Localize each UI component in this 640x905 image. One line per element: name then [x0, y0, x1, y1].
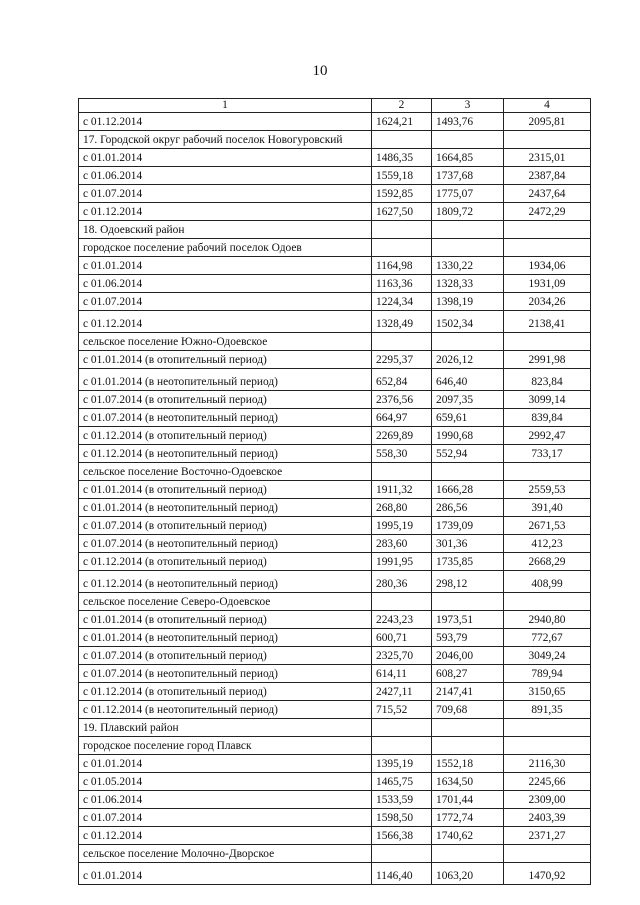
value-col-2: 1624,21 [372, 113, 432, 131]
table-row [79, 517, 591, 535]
value-col-3: 1502,34 [432, 311, 504, 333]
value-col-2: 1592,85 [372, 185, 432, 203]
value-col-2: 1627,50 [372, 203, 432, 221]
value-col-3: 1973,51 [432, 611, 504, 629]
row-label: с 01.07.2014 (в отопительный период) [79, 517, 372, 535]
table-row [79, 535, 591, 553]
value-col-4: 2992,47 [504, 427, 591, 445]
row-label: с 01.01.2014 (в отопительный период) [79, 351, 372, 369]
value-col-3: 1775,07 [432, 185, 504, 203]
value-col-3: 1493,76 [432, 113, 504, 131]
value-col-4: 2309,00 [504, 791, 591, 809]
row-label: с 01.06.2014 [79, 275, 372, 293]
value-col-2: 2427,11 [372, 683, 432, 701]
value-col-3 [432, 737, 504, 755]
value-col-4: 2371,27 [504, 827, 591, 845]
value-col-4: 891,35 [504, 701, 591, 719]
value-col-2: 2376,56 [372, 391, 432, 409]
value-col-4: 823,84 [504, 369, 591, 391]
value-col-3: 1701,44 [432, 791, 504, 809]
row-label: с 01.07.2014 (в неотопительный период) [79, 409, 372, 427]
column-header-2: 2 [372, 99, 432, 113]
value-col-3: 1735,85 [432, 553, 504, 571]
table-row [79, 499, 591, 517]
value-col-2: 664,97 [372, 409, 432, 427]
value-col-3 [432, 593, 504, 611]
row-label: с 01.07.2014 [79, 293, 372, 311]
value-col-3: 1666,28 [432, 481, 504, 499]
value-col-2: 1533,59 [372, 791, 432, 809]
table-row [79, 629, 591, 647]
value-col-4 [504, 593, 591, 611]
table-row [79, 683, 591, 701]
table-row [79, 203, 591, 221]
table-row [79, 719, 591, 737]
table-row [79, 571, 591, 593]
row-label: с 01.07.2014 (в неотопительный период) [79, 665, 372, 683]
row-label: с 01.07.2014 [79, 809, 372, 827]
table-row [79, 221, 591, 239]
value-col-2: 283,60 [372, 535, 432, 553]
row-label: с 01.06.2014 [79, 167, 372, 185]
value-col-3: 646,40 [432, 369, 504, 391]
table-row [79, 409, 591, 427]
value-col-2: 652,84 [372, 369, 432, 391]
value-col-3 [432, 221, 504, 239]
row-label: с 01.12.2014 (в неотопительный период) [79, 701, 372, 719]
table-row [79, 791, 591, 809]
value-col-3: 552,94 [432, 445, 504, 463]
table-row [79, 427, 591, 445]
value-col-3: 1330,22 [432, 257, 504, 275]
value-col-2: 1146,40 [372, 863, 432, 885]
column-header-1: 1 [79, 99, 372, 113]
table-row [79, 293, 591, 311]
value-col-4: 839,84 [504, 409, 591, 427]
value-col-3: 659,61 [432, 409, 504, 427]
tariff-table [78, 98, 591, 885]
value-col-4: 2668,29 [504, 553, 591, 571]
row-label: с 01.07.2014 [79, 185, 372, 203]
value-col-3: 593,79 [432, 629, 504, 647]
value-col-4: 2437,64 [504, 185, 591, 203]
value-col-3: 2026,12 [432, 351, 504, 369]
value-col-4: 391,40 [504, 499, 591, 517]
row-label: с 01.12.2014 (в отопительный период) [79, 427, 372, 445]
value-col-2: 614,11 [372, 665, 432, 683]
table-row [79, 845, 591, 863]
value-col-3: 1398,19 [432, 293, 504, 311]
value-col-4: 789,94 [504, 665, 591, 683]
value-col-4: 2034,26 [504, 293, 591, 311]
value-col-3: 709,68 [432, 701, 504, 719]
value-col-2: 1598,50 [372, 809, 432, 827]
row-label: с 01.01.2014 (в неотопительный период) [79, 499, 372, 517]
value-col-2: 1911,32 [372, 481, 432, 499]
table-row [79, 351, 591, 369]
value-col-4: 412,23 [504, 535, 591, 553]
value-col-2: 1465,75 [372, 773, 432, 791]
value-col-3: 301,36 [432, 535, 504, 553]
column-header-4: 4 [504, 99, 591, 113]
table-row [79, 773, 591, 791]
value-col-3: 1737,68 [432, 167, 504, 185]
value-col-2 [372, 239, 432, 257]
value-col-3 [432, 719, 504, 737]
table-header-row [79, 99, 591, 113]
value-col-2 [372, 845, 432, 863]
value-col-4 [504, 239, 591, 257]
table-row [79, 131, 591, 149]
table-row [79, 665, 591, 683]
value-col-3: 2147,41 [432, 683, 504, 701]
value-col-3 [432, 845, 504, 863]
value-col-3: 1990,68 [432, 427, 504, 445]
value-col-3: 1328,33 [432, 275, 504, 293]
row-label: с 01.01.2014 (в отопительный период) [79, 611, 372, 629]
value-col-4 [504, 221, 591, 239]
row-label: с 01.01.2014 (в неотопительный период) [79, 369, 372, 391]
row-label: городское поселение город Плавск [79, 737, 372, 755]
value-col-4 [504, 131, 591, 149]
row-label: сельское поселение Северо-Одоевское [79, 593, 372, 611]
row-label: с 01.12.2014 (в неотопительный период) [79, 571, 372, 593]
value-col-2: 2243,23 [372, 611, 432, 629]
value-col-2 [372, 131, 432, 149]
table-row [79, 755, 591, 773]
value-col-4: 733,17 [504, 445, 591, 463]
value-col-2: 2325,70 [372, 647, 432, 665]
row-label: с 01.12.2014 [79, 827, 372, 845]
row-label: с 01.01.2014 (в неотопительный период) [79, 629, 372, 647]
value-col-4: 2403,39 [504, 809, 591, 827]
value-col-4: 2245,66 [504, 773, 591, 791]
table-row [79, 113, 591, 131]
table-row [79, 647, 591, 665]
value-col-4: 3099,14 [504, 391, 591, 409]
value-col-3: 1634,50 [432, 773, 504, 791]
value-col-3: 286,56 [432, 499, 504, 517]
table-row [79, 185, 591, 203]
table-row [79, 257, 591, 275]
value-col-4: 2138,41 [504, 311, 591, 333]
table-row [79, 737, 591, 755]
value-col-2: 1486,35 [372, 149, 432, 167]
row-label: с 01.12.2014 [79, 203, 372, 221]
row-label: с 01.12.2014 (в неотопительный период) [79, 445, 372, 463]
value-col-2: 1163,36 [372, 275, 432, 293]
row-label: с 01.05.2014 [79, 773, 372, 791]
value-col-2 [372, 221, 432, 239]
table-row [79, 167, 591, 185]
row-label: 19. Плавский район [79, 719, 372, 737]
table-row [79, 553, 591, 571]
row-label: с 01.01.2014 [79, 257, 372, 275]
value-col-2: 1224,34 [372, 293, 432, 311]
table-row [79, 701, 591, 719]
row-label: городское поселение рабочий поселок Одоев [79, 239, 372, 257]
value-col-4: 2559,53 [504, 481, 591, 499]
row-label: с 01.12.2014 [79, 113, 372, 131]
table-row [79, 611, 591, 629]
value-col-4: 3049,24 [504, 647, 591, 665]
row-label: с 01.12.2014 (в отопительный период) [79, 683, 372, 701]
value-col-2: 2269,89 [372, 427, 432, 445]
value-col-4: 3150,65 [504, 683, 591, 701]
value-col-3: 608,27 [432, 665, 504, 683]
table-row [79, 445, 591, 463]
value-col-4: 2671,53 [504, 517, 591, 535]
value-col-4: 2387,84 [504, 167, 591, 185]
row-label: с 01.12.2014 (в отопительный период) [79, 553, 372, 571]
value-col-4: 2991,98 [504, 351, 591, 369]
value-col-2: 558,30 [372, 445, 432, 463]
row-label: с 01.01.2014 [79, 149, 372, 167]
table-row [79, 463, 591, 481]
value-col-4 [504, 463, 591, 481]
row-label: с 01.07.2014 (в неотопительный период) [79, 535, 372, 553]
value-col-2: 268,80 [372, 499, 432, 517]
value-col-2: 1328,49 [372, 311, 432, 333]
row-label: с 01.01.2014 [79, 755, 372, 773]
value-col-3: 298,12 [432, 571, 504, 593]
value-col-3: 1063,20 [432, 863, 504, 885]
value-col-2: 1164,98 [372, 257, 432, 275]
value-col-4: 2095,81 [504, 113, 591, 131]
value-col-2: 715,52 [372, 701, 432, 719]
value-col-4: 2472,29 [504, 203, 591, 221]
value-col-4: 772,67 [504, 629, 591, 647]
value-col-2 [372, 463, 432, 481]
table-row [79, 311, 591, 333]
table-row [79, 391, 591, 409]
value-col-2: 1995,19 [372, 517, 432, 535]
value-col-3: 1740,62 [432, 827, 504, 845]
value-col-2 [372, 593, 432, 611]
value-col-3: 2046,00 [432, 647, 504, 665]
value-col-4: 2940,80 [504, 611, 591, 629]
row-label: 17. Городской округ рабочий поселок Новогуровский [79, 131, 372, 149]
row-label: сельское поселение Молочно-Дворское [79, 845, 372, 863]
row-label: сельское поселение Восточно-Одоевское [79, 463, 372, 481]
value-col-4: 2116,30 [504, 755, 591, 773]
value-col-2 [372, 333, 432, 351]
value-col-3 [432, 239, 504, 257]
value-col-3 [432, 131, 504, 149]
value-col-2: 1559,18 [372, 167, 432, 185]
table-row [79, 809, 591, 827]
value-col-4 [504, 719, 591, 737]
row-label: 18. Одоевский район [79, 221, 372, 239]
value-col-2: 1566,38 [372, 827, 432, 845]
table-row [79, 239, 591, 257]
table-row [79, 369, 591, 391]
value-col-2 [372, 737, 432, 755]
row-label: с 01.07.2014 (в отопительный период) [79, 647, 372, 665]
table-row [79, 275, 591, 293]
value-col-3: 1809,72 [432, 203, 504, 221]
value-col-4: 2315,01 [504, 149, 591, 167]
value-col-2: 280,36 [372, 571, 432, 593]
value-col-3: 1552,18 [432, 755, 504, 773]
table-row [79, 827, 591, 845]
value-col-2: 1991,95 [372, 553, 432, 571]
row-label: сельское поселение Южно-Одоевское [79, 333, 372, 351]
value-col-2: 1395,19 [372, 755, 432, 773]
row-label: с 01.07.2014 (в отопительный период) [79, 391, 372, 409]
value-col-3: 1664,85 [432, 149, 504, 167]
value-col-4 [504, 845, 591, 863]
row-label: с 01.01.2014 (в отопительный период) [79, 481, 372, 499]
table-row [79, 333, 591, 351]
value-col-2: 2295,37 [372, 351, 432, 369]
value-col-4: 1931,09 [504, 275, 591, 293]
table-row [79, 481, 591, 499]
column-header-3: 3 [432, 99, 504, 113]
row-label: с 01.01.2014 [79, 863, 372, 885]
value-col-3: 1739,09 [432, 517, 504, 535]
value-col-3 [432, 333, 504, 351]
value-col-4 [504, 737, 591, 755]
value-col-3: 2097,35 [432, 391, 504, 409]
value-col-4: 1934,06 [504, 257, 591, 275]
value-col-2: 600,71 [372, 629, 432, 647]
value-col-4: 408,99 [504, 571, 591, 593]
table-row [79, 593, 591, 611]
page-number: 10 [312, 63, 328, 79]
value-col-4: 1470,92 [504, 863, 591, 885]
table-row [79, 149, 591, 167]
value-col-3 [432, 463, 504, 481]
value-col-4 [504, 333, 591, 351]
value-col-2 [372, 719, 432, 737]
row-label: с 01.12.2014 [79, 311, 372, 333]
value-col-3: 1772,74 [432, 809, 504, 827]
table-row [79, 863, 591, 885]
row-label: с 01.06.2014 [79, 791, 372, 809]
